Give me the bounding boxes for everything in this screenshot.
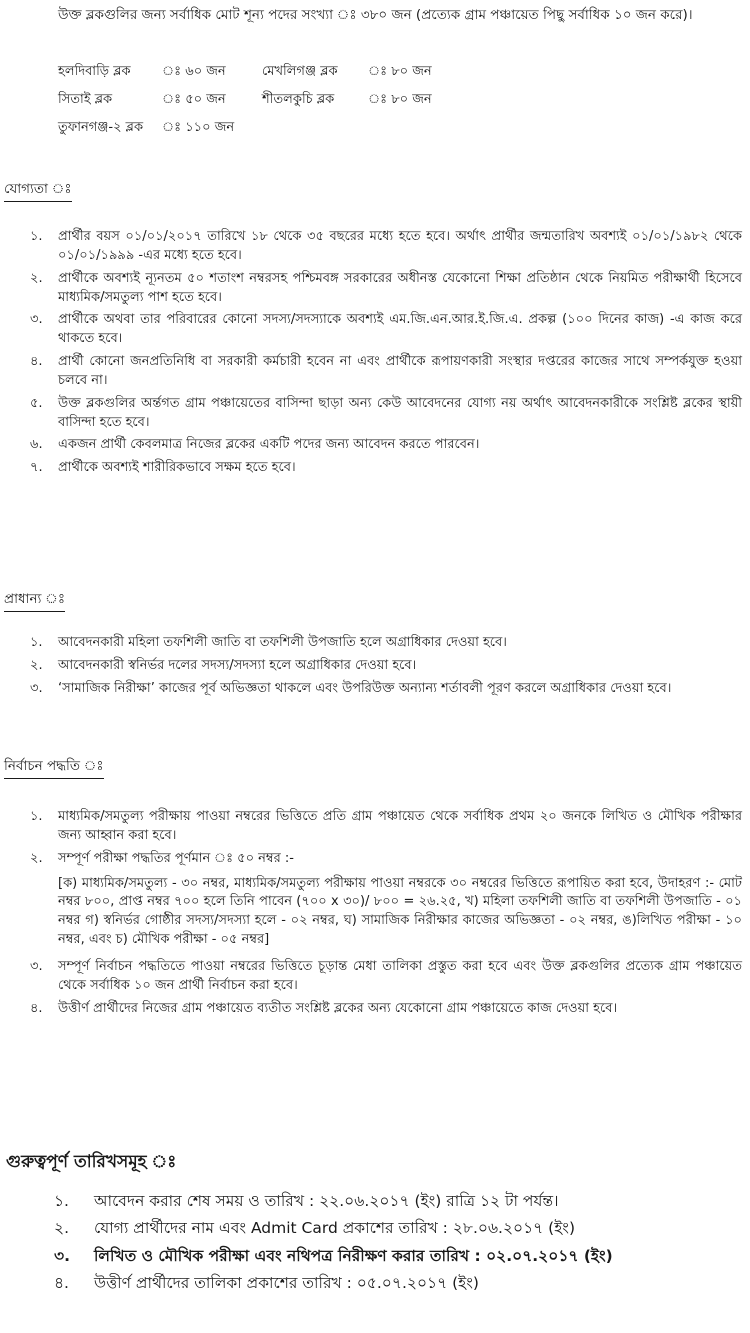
block-name: শীতলকুচি ব্লক xyxy=(262,91,335,107)
item-text: প্রার্থী কোনো জনপ্রতিনিধি বা সরকারী কর্মচারী হবেন না এবং প্রার্থীকে রূপায়ণকারী সংস্থার দপ্তরের কাজের সাথে সম্পর্কযুক্ত হওয়া চলবে না। xyxy=(58,354,742,388)
item-number: ১. xyxy=(30,635,43,650)
list-item xyxy=(20,311,742,349)
block-count: ঃ ৬০ জন xyxy=(162,63,226,79)
block-row xyxy=(58,58,498,86)
date-item xyxy=(54,1217,744,1239)
item-number: ৪. xyxy=(30,1000,43,1016)
item-number: ১. xyxy=(30,809,43,824)
item-text: আবেদনকারী স্বনির্ভর দলের সদস্য/সদস্যা হলে অগ্রাধিকার দেওয়া হবে। xyxy=(58,657,417,673)
list-item xyxy=(20,436,742,455)
item-text: উক্ত ব্লকগুলির অর্ন্তগত গ্রাম পঞ্চায়েতের বাসিন্দা ছাড়া অন্য কেউ আবেদনের যোগ্য নয় অর্থাৎ আবেদনকারীকে সংশ্লিষ্ট ব্লকের স্থায়ী বাসিন্দা হতে হবে। xyxy=(58,395,742,430)
item-number: ৩. xyxy=(30,958,43,974)
item-text: সম্পূর্ণ পরীক্ষা পদ্ধতির পূর্ণমান ঃ ৫০ নম্বর :- xyxy=(58,850,294,866)
list-item xyxy=(20,270,742,308)
eligibility-list xyxy=(20,228,742,482)
date-item xyxy=(54,1190,744,1212)
block-name: হলদিবাড়ি ব্লক xyxy=(58,63,131,79)
list-item xyxy=(20,958,742,996)
item-text: একজন প্রার্থী কেবলমাত্র নিজের ব্লকের একটি পদের জন্য আবেদন করতে পারবেন। xyxy=(58,437,480,453)
item-text: প্রার্থীকে অথবা তার পরিবারের কোনো সদস্য/সদস্যাকে অবশ্যই এম.জি.এন.আর.ই.জি.এ. প্রকল্প (১০০ দিনের কাজ) -এ কাজ করে থাকতে হবে। xyxy=(58,312,742,347)
item-number: ২. xyxy=(30,850,43,866)
vacancy-summary: উক্ত ব্লকগুলির জন্য সর্বাধিক মোট শূন্য পদের সংখ্যা ঃ ৩৮০ জন (প্রত্যেক গ্রাম পঞ্চায়েত পিছু সর্বাধিক ১০ জন করে)। xyxy=(58,7,693,23)
item-number: ৫. xyxy=(30,395,43,411)
eligibility-heading: যোগ্যতা ঃ xyxy=(4,180,72,202)
block-row xyxy=(58,114,498,142)
priority-list xyxy=(20,634,742,703)
block-vacancy-list xyxy=(58,58,498,142)
list-item xyxy=(20,808,742,846)
item-number: ৭. xyxy=(30,460,43,476)
item-number: ২. xyxy=(30,657,43,673)
block-count: ঃ ৮০ জন xyxy=(368,91,432,107)
list-item xyxy=(20,657,742,676)
item-number: ৪. xyxy=(30,354,43,370)
item-number: ৪. xyxy=(54,1274,69,1293)
item-text: লিখিত ও মৌখিক পরীক্ষা এবং নথিপত্র নিরীক্ষণ করার তারিখ : ০২.০৭.২০১৭ (ইং) xyxy=(94,1246,613,1265)
list-item xyxy=(20,353,742,391)
block-name: সিতাই ব্লক xyxy=(58,91,113,107)
item-text: যোগ্য প্রার্থীদের নাম এবং Admit Card প্রকাশের তারিখ : ২৮.০৬.২০১৭ (ইং) xyxy=(94,1219,576,1238)
item-number: ২. xyxy=(30,270,43,286)
item-text: প্রার্থীকে অবশ্যই শারীরিকভাবে সক্ষম হতে হবে। xyxy=(58,460,296,476)
item-text: উত্তীর্ণ প্রার্থীদের নিজের গ্রাম পঞ্চায়েত ব্যতীত সংশ্লিষ্ট ব্লকের অন্য যেকোনো গ্রাম পঞ্চায়েতে কাজ দেওয়া হবে। xyxy=(58,1000,618,1016)
date-item xyxy=(54,1272,744,1294)
important-dates-list xyxy=(54,1190,744,1300)
block-count: ঃ ৮০ জন xyxy=(368,63,432,79)
item-text: মাধ্যমিক/সমতুল্য পরীক্ষায় পাওয়া নম্বরের ভিত্তিতে প্রতি গ্রাম পঞ্চায়েত থেকে সর্বাধিক প্রথম ২০ জনকে লিখিত ও মৌখিক পরীক্ষার জন্য আহ্বান করা হবে। xyxy=(58,809,742,843)
item-number: ৩. xyxy=(30,680,43,696)
selection-heading: নির্বাচন পদ্ধতি ঃ xyxy=(4,757,104,779)
important-dates-heading: গুরুত্বপূর্ণ তারিখসমূহ ঃ xyxy=(6,1152,177,1172)
block-count: ঃ ১১০ জন xyxy=(162,119,235,135)
selection-list xyxy=(20,808,742,1022)
list-item xyxy=(20,680,742,699)
list-item xyxy=(20,395,742,433)
block-name: তুফানগঞ্জ-২ ব্লক xyxy=(58,119,144,135)
list-item xyxy=(20,1000,742,1019)
item-text: আবেদনকারী মহিলা তফশিলী জাতি বা তফশিলী উপজাতি হলে অগ্রাধিকার দেওয়া হবে। xyxy=(58,635,507,650)
item-text: প্রার্থীর বয়স ০১/০১/২০১৭ তারিখে ১৮ থেকে ৩৫ বছরের মধ্যে হতে হবে। অর্থাৎ প্রার্থীর জন্মতারিখ অবশ্যই ০১/০১/১৯৮২ থেকে ০১/০১/১৯৯৯ -এর মধ্যে হতে হবে। xyxy=(58,229,742,263)
item-text: প্রার্থীকে অবশ্যই ন্যূনতম ৫০ শতাংশ নম্বরসহ পশ্চিমবঙ্গ সরকারের অধীনস্ত যেকোনো শিক্ষা প্রতিষ্ঠান থেকে নিয়মিত পরীক্ষার্থী হিসেবে মাধ্যমিক/সমতুল্য পাশ হতে হবে। xyxy=(58,270,742,305)
item-number: ১. xyxy=(54,1192,69,1210)
item-text: সম্পূর্ণ নির্বাচন পদ্ধতিতে পাওয়া নম্বরের ভিত্তিতে চূড়ান্ত মেধা তালিকা প্রস্তুত করা হবে এবং উক্ত ব্লকগুলির প্রত্যেক গ্রাম পঞ্চায়েত থেকে সর্বাধিক ১০ জন প্রার্থী নির্বাচন করা হবে। xyxy=(58,958,742,993)
block-count: ঃ ৫০ জন xyxy=(162,91,226,107)
item-number: ৩. xyxy=(30,312,43,328)
date-item xyxy=(54,1245,744,1267)
list-item xyxy=(20,634,742,653)
list-item xyxy=(20,459,742,478)
list-item xyxy=(20,850,742,869)
block-row xyxy=(58,86,498,114)
item-number: ১. xyxy=(30,229,43,244)
item-text: ‘সামাজিক নিরীক্ষা’ কাজের পূর্ব অভিজ্ঞতা থাকলে এবং উপরিউক্ত অন্যান্য শর্তাবলী পূরণ করলে অগ্রাধিকার দেওয়া হবে। xyxy=(58,680,672,696)
block-name: মেখলিগঞ্জ ব্লক xyxy=(262,63,338,79)
list-item xyxy=(20,228,742,266)
marks-breakdown: [ক) মাধ্যমিক/সমতুল্য - ৩০ নম্বর, মাধ্যমিক/সমতুল্য পরীক্ষায় পাওয়া নম্বরকে ৩০ নম্বরের ভিত্তিতে রূপায়িত করা হবে, উদাহরণ :- মোট নম্বর ৮০০, প্রাপ্ত নম্বর ৭০০ হলে তিনি পাবেন (৭০০ x ৩০)/ ৮০০ = ২৬.২৫, খ) মহিলা তফশিলী জাতি বা তফশিলী উপজাতি - ০১ নম্বর গ) স্বনির্ভর গোষ্ঠীর সদস্য/সদস্যা হলে - ০২ নম্বর, ঘ) সামাজিক নিরীক্ষার কাজের অভিজ্ঞতা - ০২ নম্বর, ঙ)লিখিত পরীক্ষা - ১০ নম্বর, এবং চ) মৌখিক পরীক্ষা - ০৫ নম্বর] xyxy=(58,875,742,948)
item-number: ২. xyxy=(54,1219,70,1238)
item-number: ৬. xyxy=(30,437,43,453)
item-text: উত্তীর্ণ প্রার্থীদের তালিকা প্রকাশের তারিখ : ০৫.০৭.২০১৭ (ইং) xyxy=(94,1274,479,1293)
item-number: ৩. xyxy=(54,1246,70,1265)
priority-heading: প্রাধান্য ঃ xyxy=(4,590,65,612)
item-text: আবেদন করার শেষ সময় ও তারিখ : ২২.০৬.২০১৭ (ইং) রাত্রি ১২ টা পর্যন্ত। xyxy=(94,1192,559,1210)
